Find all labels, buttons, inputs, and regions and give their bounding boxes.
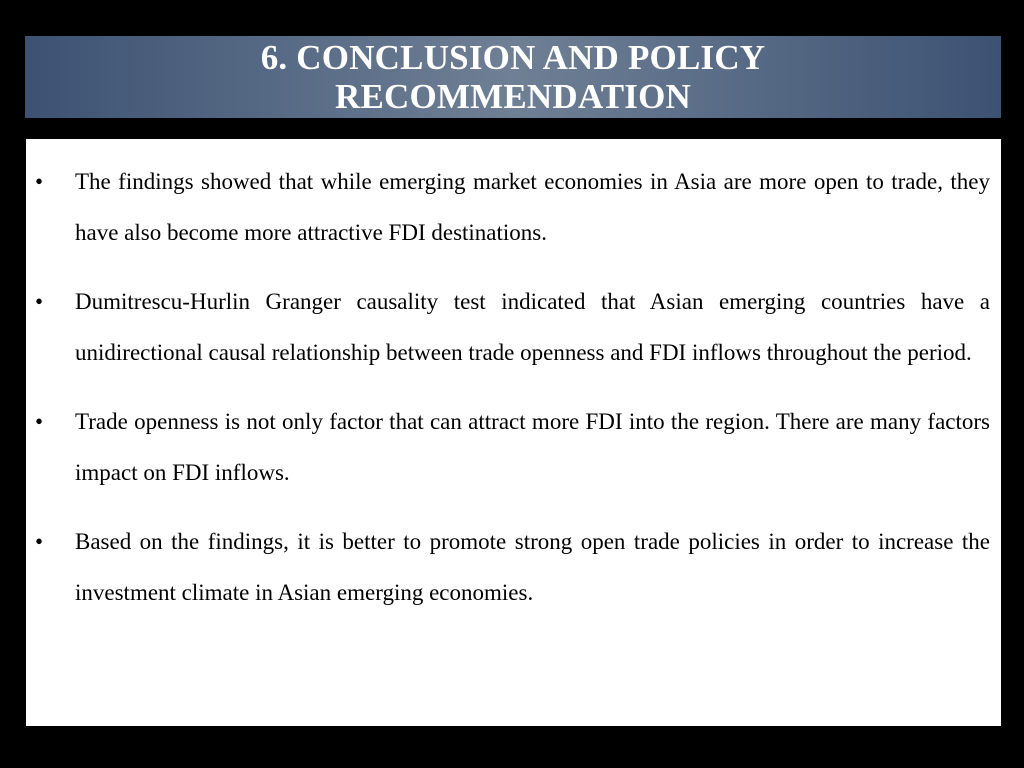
bullet-list: [26, 156, 1001, 636]
bullet-marker: •: [35, 409, 44, 434]
list-item: [26, 276, 1001, 378]
list-item: [26, 396, 1001, 498]
bullet-marker: •: [35, 289, 44, 314]
list-item: [26, 156, 1001, 258]
bullet-marker: •: [35, 529, 44, 554]
bullet-text: Based on the findings, it is better to promote strong open trade policies in order to increase the investment climate in Asian emerging economies.: [75, 529, 990, 605]
bullet-marker: •: [35, 169, 44, 194]
bullet-text: The findings showed that while emerging market economies in Asia are more open to trade, they have also become more attractive FDI destinations.: [75, 169, 990, 245]
content-box: [26, 139, 1001, 726]
bullet-text: Trade openness is not only factor that can attract more FDI into the region. There are many factors impact on FDI inflows.: [75, 409, 990, 485]
title-bar: [25, 36, 1001, 118]
bullet-text: Dumitrescu-Hurlin Granger causality test indicated that Asian emerging countries have a unidirectional causal relationship between trade openness and FDI inflows throughout the period.: [75, 289, 990, 365]
slide-title-line-2: RECOMMENDATION: [334, 77, 691, 116]
list-item: [26, 516, 1001, 618]
slide-title: [261, 38, 766, 116]
slide-title-line-1: 6. CONCLUSION AND POLICY: [260, 38, 766, 77]
